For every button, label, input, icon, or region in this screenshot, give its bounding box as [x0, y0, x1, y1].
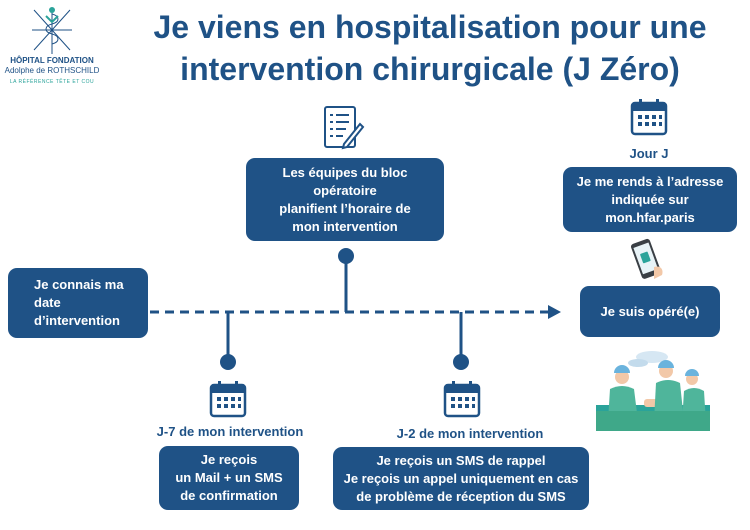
- logo-line1: HÔPITAL FONDATION: [10, 56, 94, 65]
- logo-line2: Adolphe de ROTHSCHILD: [4, 66, 100, 75]
- step-start-box: Je connais ma date d’intervention: [8, 268, 148, 338]
- step-j2-box: Je reçois un SMS de rappel Je reçois un appel uniquement en cas de problème de réception du SMS: [333, 447, 589, 510]
- step-end-box: Je suis opéré(e): [580, 286, 720, 337]
- checklist-icon: [322, 104, 366, 150]
- calendar-icon: [209, 380, 247, 418]
- surgeons-illustration: [594, 349, 712, 431]
- calendar-icon: [630, 98, 668, 136]
- step-jourj-box: Je me rends à l’adresse indiquée sur mon.hfar.paris: [563, 167, 737, 232]
- j7-label: J-7 de mon intervention: [156, 424, 304, 439]
- dot-j7: [220, 354, 236, 370]
- phone-icon: [624, 237, 670, 281]
- j2-label: J-2 de mon intervention: [396, 426, 544, 441]
- title-line1: Je viens en hospitalisation pour une: [153, 9, 707, 45]
- timeline-arrowhead: [548, 305, 561, 319]
- jourj-label: Jour J: [629, 146, 669, 161]
- step-j7-box: Je reçois un Mail + un SMS de confirmation: [159, 446, 299, 510]
- step-bloc-box: Les équipes du bloc opératoire planifient l’horaire de mon intervention: [246, 158, 444, 241]
- dot-j2: [453, 354, 469, 370]
- calendar-icon: [443, 380, 481, 418]
- title-line2: intervention chirurgicale (J Zéro): [180, 51, 680, 87]
- dot-bloc: [338, 248, 354, 264]
- logo-line3: LA RÉFÉRENCE TÊTE ET COU: [9, 79, 95, 85]
